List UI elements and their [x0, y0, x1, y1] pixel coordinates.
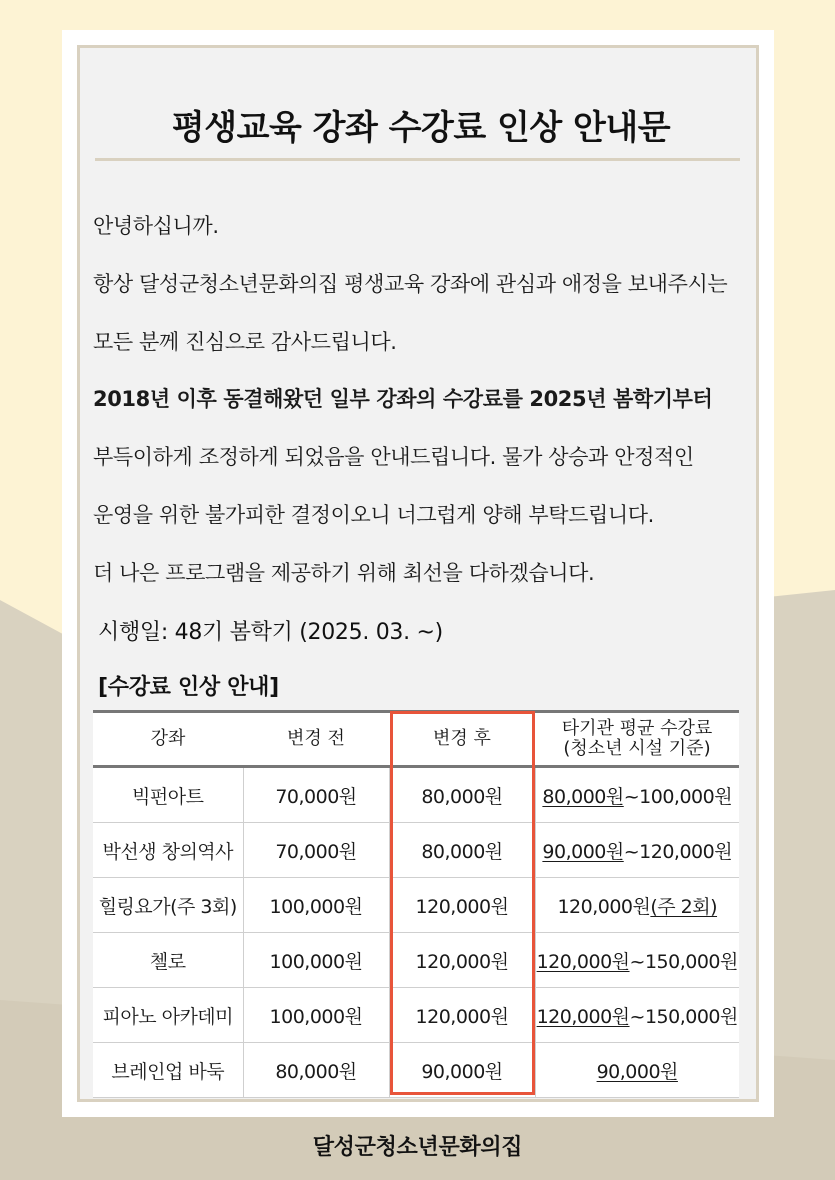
fee-before: 70,000원	[243, 823, 389, 878]
course-name: 박선생 창의역사	[93, 823, 243, 878]
fee-other-main: 120,000원	[536, 950, 630, 973]
fee-other-main: 120,000원	[536, 1005, 630, 1028]
organization-name: 달성군청소년문화의집	[312, 1135, 523, 1160]
greeting: 안녕하십니까.	[93, 214, 219, 238]
fee-other	[535, 1043, 739, 1098]
fee-after: 80,000원	[389, 767, 535, 823]
notice-title: 평생교육 강좌 수강료 인상 안내문	[171, 108, 671, 148]
notice-body	[93, 198, 753, 603]
fee-before: 80,000원	[243, 1043, 389, 1098]
table-row	[93, 988, 739, 1043]
title-divider	[95, 158, 740, 161]
fee-table-header	[93, 712, 739, 767]
course-name: 힐링요가(주 3회)	[93, 878, 243, 933]
fee-other-rest: ~150,000원	[629, 1005, 738, 1028]
fee-other	[535, 823, 739, 878]
fee-section-heading: [수강료 인상 안내]	[98, 675, 279, 700]
fee-other	[535, 878, 739, 933]
body-line: 더 나은 프로그램을 제공하기 위해 최선을 다하겠습니다.	[93, 560, 595, 585]
course-name: 첼로	[93, 933, 243, 988]
fee-other-main: 90,000원	[542, 840, 624, 863]
fee-after: 90,000원	[389, 1043, 535, 1098]
fee-other	[535, 767, 739, 823]
fee-before: 70,000원	[243, 767, 389, 823]
effective-date: 시행일: 48기 봄학기 (2025. 03. ~)	[98, 620, 443, 645]
body-line: 항상 달성군청소년문화의집 평생교육 강좌에 관심과 애정을 보내주시는	[93, 271, 728, 296]
table-row	[93, 878, 739, 933]
header-other-line2: (청소년 시설 기준)	[563, 738, 711, 759]
course-name: 피아노 아카데미	[93, 988, 243, 1043]
fee-before: 100,000원	[243, 988, 389, 1043]
fee-before: 100,000원	[243, 933, 389, 988]
table-row	[93, 933, 739, 988]
fee-table	[93, 710, 739, 1098]
fee-other-main: 80,000원	[542, 785, 624, 808]
body-line-emphasis: 2018년 이후 동결해왔던 일부 강좌의 수강료를 2025년 봄학기부터	[93, 387, 713, 412]
fee-other	[535, 988, 739, 1043]
table-row	[93, 823, 739, 878]
fee-other-main: 120,000원	[557, 895, 651, 918]
notice-frame	[77, 45, 759, 1102]
fee-other-rest: (주 2회)	[650, 895, 718, 918]
table-row	[93, 1043, 739, 1098]
course-name: 브레인업 바둑	[93, 1043, 243, 1098]
fee-other-rest: ~150,000원	[629, 950, 738, 973]
table-row	[93, 767, 739, 823]
body-line: 모든 분께 진심으로 감사드립니다.	[93, 329, 397, 354]
course-name: 빅펀아트	[93, 767, 243, 823]
fee-after: 120,000원	[389, 878, 535, 933]
header-before: 변경 전	[243, 712, 389, 767]
fee-after: 120,000원	[389, 933, 535, 988]
header-after: 변경 후	[389, 712, 535, 767]
body-line: 운영을 위한 불가피한 결정이오니 너그럽게 양해 부탁드립니다.	[93, 502, 654, 527]
fee-after: 80,000원	[389, 823, 535, 878]
notice-card	[62, 30, 774, 1117]
header-other-average	[535, 712, 739, 767]
header-other-line1: 타기관 평균 수강료	[561, 718, 713, 739]
fee-other-rest: ~100,000원	[623, 785, 733, 808]
fee-after: 120,000원	[389, 988, 535, 1043]
header-course: 강좌	[93, 712, 243, 767]
body-line: 부득이하게 조정하게 되었음을 안내드립니다. 물가 상승과 안정적인	[93, 445, 694, 470]
fee-other-main: 90,000원	[596, 1060, 678, 1083]
fee-other	[535, 933, 739, 988]
fee-other-rest: ~120,000원	[623, 840, 733, 863]
fee-before: 100,000원	[243, 878, 389, 933]
